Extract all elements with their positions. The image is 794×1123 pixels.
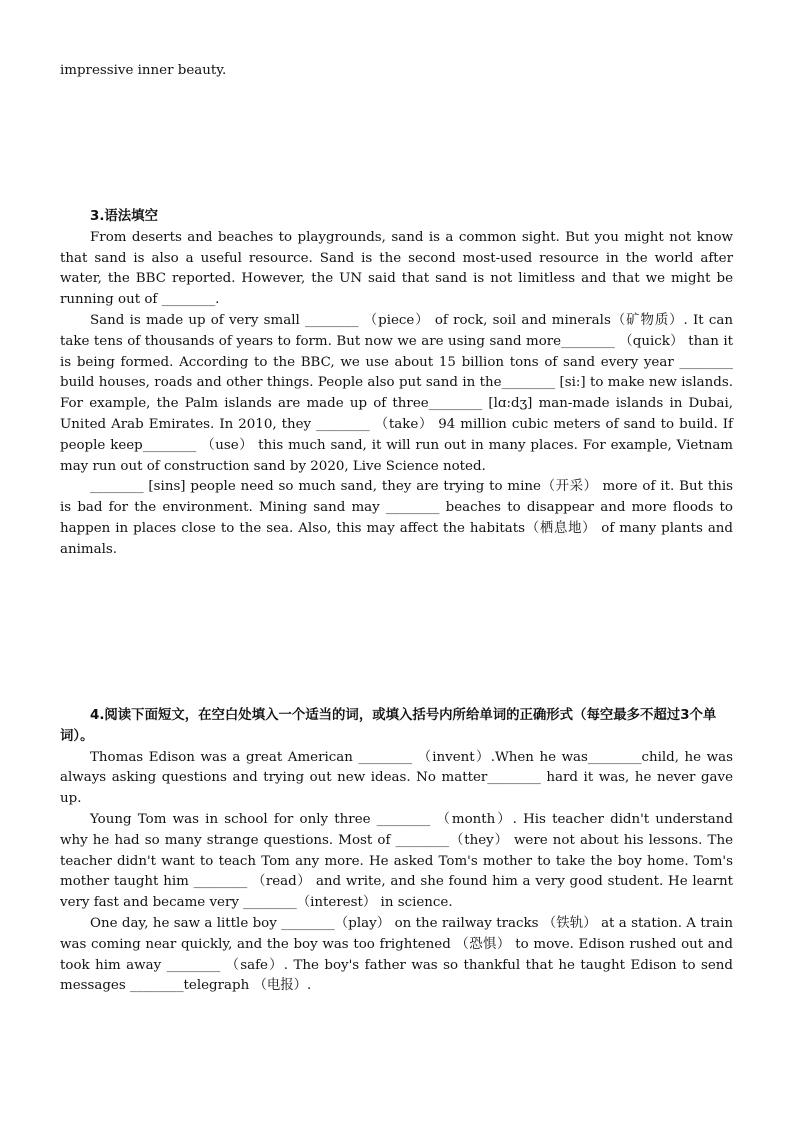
section-4-heading: 4.阅读下面短文，在空白处填入一个适当的词，或填入括号内所给单词的正确形式（每空最多不超过3个单词）。 — [60, 708, 717, 744]
section-3-paragraph-1: From deserts and beaches to playgrounds, sand is a common sight. But you might not know that sand is also a useful resource. Sand is the second most-used resource in the world after water, the BBC reported. However, the UN said that sand is not limitless and that we might be running out of ________. — [60, 229, 733, 308]
section-3-paragraph-3: ________ [sins] people need so much sand, they are trying to mine（开采） more of it. But this is bad for the environment. Mining sand may ________ beaches to disappear and more floods to happen in places close to the sea. Also, this may affect the habitats（栖息地） of many plants and animals. — [60, 479, 733, 557]
section-3-paragraph-2: Sand is made up of very small ________ （piece） of rock, soil and minerals（矿物质）. It can take tens of thousands of years to form. But now we are using sand more________ （quick） than it is being formed. According to the BBC, we use about 15 billion tons of sand every year ________ build houses, roads and other things. People also put sand in the________ [si:] to make new islands. For example, the Palm islands are made up of three________ [lɑ:dʒ] man-made islands in Dubai, United Arab Emirates. In 2010, they ________ （take） 94 million cubic meters of sand to build. If people keep________ （use） this much sand, it will run out in many places. For example, Vietnam may run out of construction sand by 2020, Live Science noted. — [60, 312, 733, 474]
section-4-paragraph-3: One day, he saw a little boy ________（play） on the railway tracks （铁轨） at a station. A train was coming near quickly, and the boy was too frightened （恐惧） to move. Edison rushed out and took him away ________ （safe）. The boy's father was so thankful that he taught Edison to send messages ________telegraph （电报）. — [60, 915, 733, 994]
section-grammar-fill — [60, 207, 733, 561]
section-3-heading: 3.语法填空 — [90, 209, 158, 224]
section-4-paragraph-2: Young Tom was in school for only three ________ （month）. His teacher didn't understand why he had so many strange questions. Most of ________（they） were not about his lessons. The teacher didn't want to teach Tom any more. He asked Tom's mother to take the boy home. Tom's mother taught him ________ （read） and write, and she found him a very good student. He learnt very fast and became very ________（interest） in science. — [60, 811, 733, 911]
intro-text: impressive inner beauty. — [60, 63, 227, 78]
section-reading-fill — [60, 706, 733, 997]
section-4-paragraph-1: Thomas Edison was a great American ________ （invent）.When he was________child, he was always asking questions and trying out new ideas. No matter________ hard it was, he never gave up. — [60, 749, 733, 807]
